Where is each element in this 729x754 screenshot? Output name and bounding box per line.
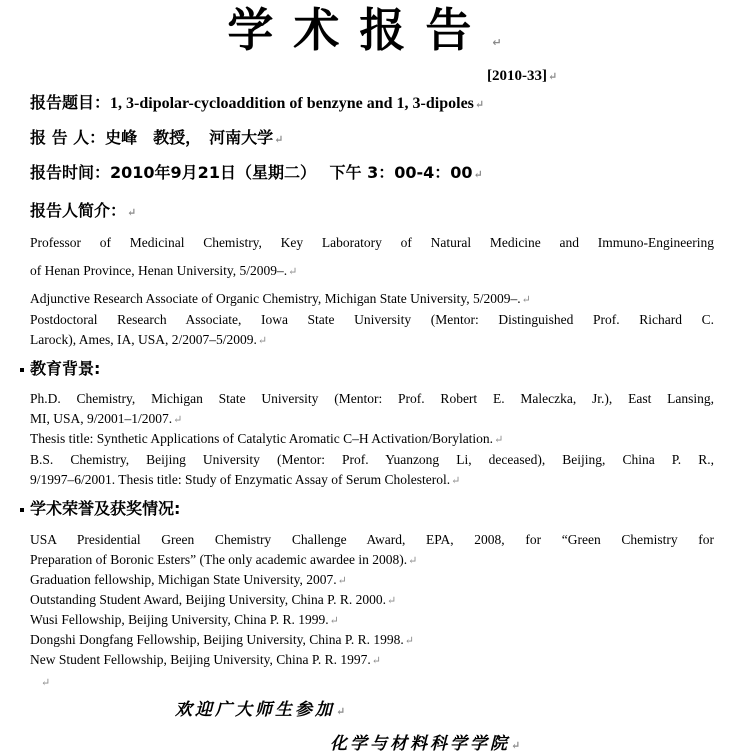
honors-line: Wusi Fellowship, Beijing University, China P. R. 1999.↵ [30, 612, 339, 627]
education-line: MI, USA, 9/2001–1/2007.↵ [30, 411, 183, 426]
education-line: 9/1997–6/2001. Thesis title: Study of Enzymatic Assay of Serum Cholesterol.↵ [30, 472, 461, 487]
bullet-icon [20, 508, 24, 512]
bio-line: Postdoctoral Research Associate, Iowa State University (Mentor: Distinguished Prof. Richard C. [30, 312, 714, 327]
education-line: Thesis title: Synthetic Applications of Catalytic Aromatic C–H Activation/Borylation.↵ [30, 431, 504, 446]
empty-paragraph-mark: ↵ [41, 677, 51, 689]
time-line: 报告时间：2010年9月21日（星期二） 下午 3：00-4：00↵ [30, 163, 483, 182]
topic-value: 1, 3-dipolar-cycloaddition of benzyne and 1, 3-dipoles [110, 95, 474, 112]
speaker-label: 报 告 人： [30, 128, 106, 147]
speaker-line: 报 告 人：史峰 教授， 河南大学↵ [30, 128, 284, 147]
time-value: 2010年9月21日（星期二） 下午 3：00-4：00 [110, 163, 473, 182]
bio-line: of Henan Province, Henan University, 5/2009–.↵ [30, 263, 298, 278]
honors-line: Dongshi Dongfang Fellowship, Beijing University, China P. R. 1998.↵ [30, 632, 414, 647]
bio-line: Adjunctive Research Associate of Organic Chemistry, Michigan State University, 5/2009–.↵ [30, 291, 531, 306]
report-code: [2010-33]↵ [487, 68, 558, 84]
document-title: 学术报告↵ [227, 3, 502, 57]
honors-line: Outstanding Student Award, Beijing University, China P. R. 2000.↵ [30, 592, 397, 607]
education-line: Ph.D. Chemistry, Michigan State University (Mentor: Prof. Robert E. Maleczka, Jr.), East Lansing, [30, 391, 714, 406]
honors-heading: 学术荣誉及获奖情况: [20, 498, 180, 520]
bullet-icon [20, 368, 24, 372]
organizer-text: 化学与材料科学学院↵ [330, 734, 524, 754]
speaker-value: 史峰 教授， 河南大学 [105, 128, 274, 147]
honors-line: USA Presidential Green Chemistry Challenge Award, EPA, 2008, for “Green Chemistry for [30, 532, 714, 547]
welcome-text: 欢迎广大师生参加↵ [175, 700, 349, 720]
honors-line: Graduation fellowship, Michigan State University, 2007.↵ [30, 572, 347, 587]
time-label: 报告时间： [30, 163, 111, 182]
education-heading: 教育背景: [20, 358, 100, 380]
topic-label: 报告题目： [30, 93, 111, 112]
bio-line: Larock), Ames, IA, USA, 2/2007–5/2009.↵ [30, 332, 268, 347]
honors-line: New Student Fellowship, Beijing University, China P. R. 1997.↵ [30, 652, 381, 667]
topic-line: 报告题目：1, 3-dipolar-cycloaddition of benzyne and 1, 3-dipoles↵ [30, 93, 485, 112]
bio-label: 报告人简介：↵ [30, 201, 137, 220]
honors-line: Preparation of Boronic Esters” (The only academic awardee in 2008).↵ [30, 552, 418, 567]
bio-line: Professor of Medicinal Chemistry, Key Laboratory of Natural Medicine and Immuno-Engineering [30, 235, 714, 250]
education-line: B.S. Chemistry, Beijing University (Mentor: Prof. Yuanzong Li, deceased), Beijing, China P. R., [30, 452, 714, 467]
